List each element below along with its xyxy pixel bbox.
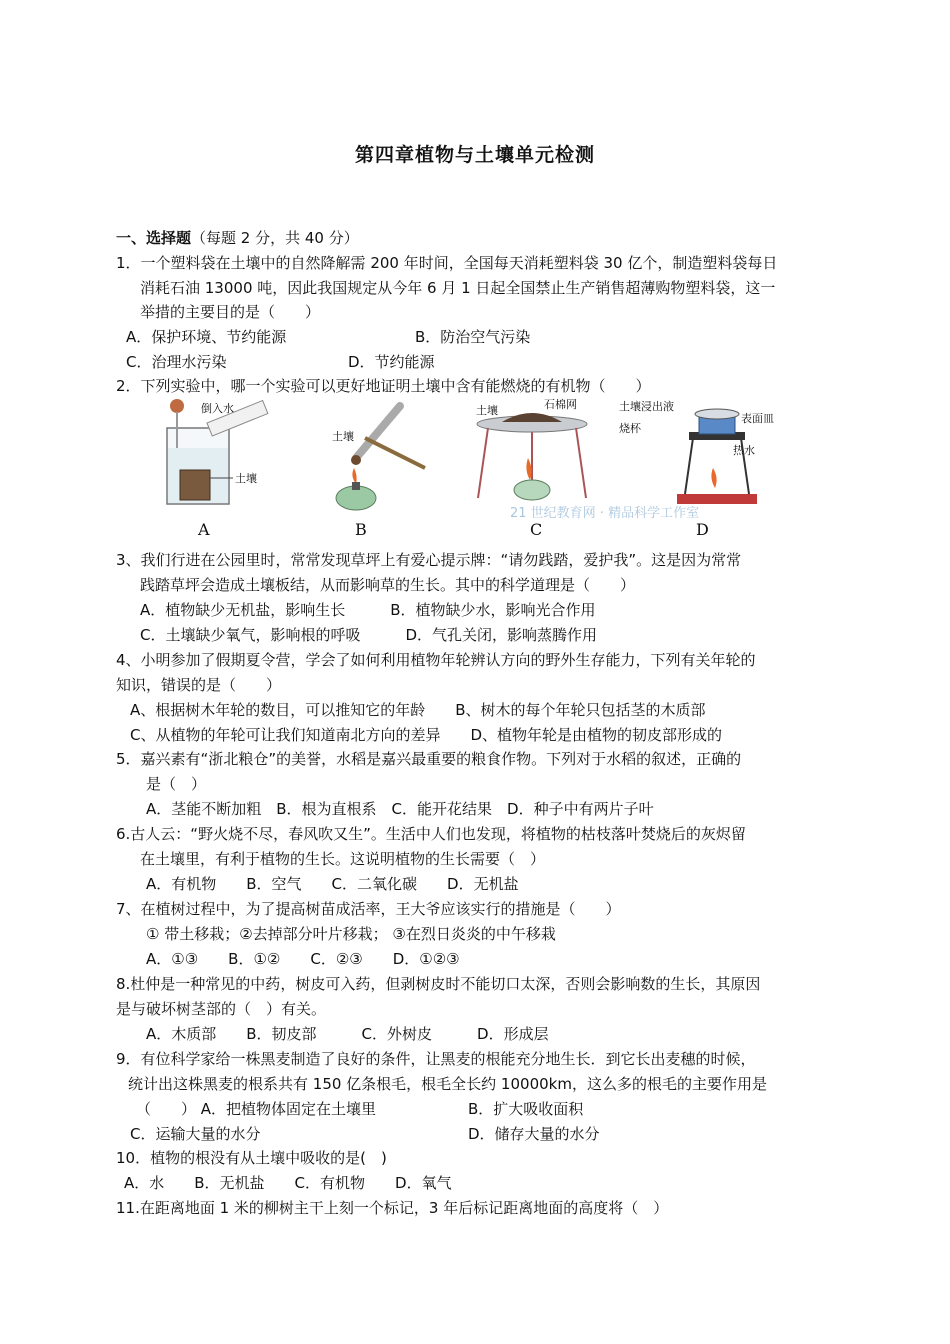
q4-options-cd: C、从植物的年轮可让我们知道南北方向的差异 D、植物年轮是由植物的韧皮部形成的 xyxy=(130,726,723,744)
section-heading-note: （每题 2 分，共 40 分） xyxy=(191,229,359,247)
q1-option-a: A．保护环境、节约能源 xyxy=(126,328,287,346)
watermark: 21 世纪教育网 · 精品科学工作室 xyxy=(510,506,700,521)
q3-options-cd: C．土壤缺少氧气，影响根的呼吸 D．气孔关闭，影响蒸腾作用 xyxy=(140,626,598,644)
q7-line1: 7、在植树过程中，为了提高树苗成活率，王大爷应该实行的措施是（ ） xyxy=(116,900,621,918)
figure-b-test-tube xyxy=(320,398,435,516)
q1-option-d: D．节约能源 xyxy=(348,353,435,371)
q9-option-c: C．运输大量的水分 xyxy=(130,1125,261,1143)
q4-options-ab: A、根据树木年轮的数目，可以推知它的年龄 B、树木的每个年轮只包括茎的木质部 xyxy=(130,701,706,719)
q8-line1: 8.杜仲是一种常见的中药，树皮可入药，但剥树皮时不能切口太深，否则会影响数的生长，其原因 xyxy=(116,975,761,993)
q6-line1: 6.古人云：“野火烧不尽，春风吹又生”。生活中人们也发现，将植物的枯枝落叶焚烧后的灰烬留 xyxy=(116,825,746,843)
figure-c-net-label: 石棉网 xyxy=(544,398,577,411)
figure-label-d: D xyxy=(696,520,709,539)
figure-label-c: C xyxy=(530,520,543,539)
figure-d-beaker-label: 烧杯 xyxy=(619,422,641,435)
q7-line2: ① 带土移栽；②去掉部分叶片移栽； ③在烈日炎炎的中午移栽 xyxy=(146,925,556,943)
q3-options-ab: A．植物缺少无机盐，影响生长 B．植物缺少水，影响光合作用 xyxy=(140,601,596,619)
q3-line2: 践踏草坪会造成土壤板结，从而影响草的生长。其中的科学道理是（ ） xyxy=(140,576,636,594)
figure-label-b: B xyxy=(355,520,367,539)
q1-line2: 消耗石油 13000 吨，因此我国规定从今年 6 月 1 日起全国禁止生产销售超薄购物塑料袋，这一 xyxy=(140,279,776,297)
q9-line1: 9．有位科学家给一株黑麦制造了良好的条件，让黑麦的根能充分地生长．到它长出麦穗的时候， xyxy=(116,1050,756,1068)
section-heading-label: 一、选择题 xyxy=(116,229,192,247)
q1-option-b: B．防治空气污染 xyxy=(415,328,531,346)
q7-options: A．①③ B．①② C．②③ D．①②③ xyxy=(146,950,460,968)
figure-d-extract-label: 土壤浸出液 xyxy=(619,400,674,413)
q10-options: A．水 B．无机盐 C．有机物 D．氧气 xyxy=(124,1174,452,1192)
q8-line2: 是与破坏树茎部的（ ）有关。 xyxy=(116,1000,327,1018)
q6-options: A．有机物 B．空气 C．二氧化碳 D．无机盐 xyxy=(146,875,519,893)
section-heading xyxy=(116,227,359,249)
q9-option-d: D．储存大量的水分 xyxy=(468,1125,600,1143)
figure-d-hot-label: 热水 xyxy=(733,444,755,457)
q1-line1: 1．一个塑料袋在土壤中的自然降解需 200 年时间，全国每天消耗塑料袋 30 亿个，制造塑料袋每日 xyxy=(116,254,778,272)
q1-line3: 举措的主要目的是（ ） xyxy=(140,303,321,321)
q10-line1: 10．植物的根没有从土壤中吸收的是( ) xyxy=(116,1149,387,1167)
q5-line1: 5．嘉兴素有“浙北粮仓”的美誉，水稻是嘉兴最重要的粮食作物。下列对于水稻的叙述，正确的 xyxy=(116,750,742,768)
figure-d-evaporation xyxy=(615,398,774,516)
figure-a-water-label: 倒入水 xyxy=(201,402,234,415)
figure-c-burning xyxy=(470,398,595,516)
q11-line1: 11.在距离地面 1 米的柳树主干上刻一个标记，3 年后标记距离地面的高度将（ ） xyxy=(116,1199,669,1217)
q9-option-b: B．扩大吸收面积 xyxy=(468,1100,584,1118)
q2-line1: 2．下列实验中，哪一个实验可以更好地证明土壤中含有能燃烧的有机物（ ） xyxy=(116,377,651,395)
q3-line1: 3、我们行进在公园里时，常常发现草坪上有爱心提示牌：“请勿践踏，爱护我”。这是因为常常 xyxy=(116,551,742,569)
figure-a-soil-label: 土壤 xyxy=(235,472,257,485)
figure-b-soil-label: 土壤 xyxy=(332,430,354,443)
figure-label-a: A xyxy=(198,520,210,539)
figure-d-dish-label: 表面皿 xyxy=(741,412,774,425)
q1-option-c: C．治理水污染 xyxy=(126,353,227,371)
q5-options: A．茎能不断加粗 B．根为直根系 C．能开花结果 D．种子中有两片子叶 xyxy=(146,800,654,818)
q4-line2: 知识，错误的是（ ） xyxy=(116,676,282,694)
q6-line2: 在土壤里，有利于植物的生长。这说明植物的生长需要（ ） xyxy=(140,850,546,868)
q9-line3: （ ） A．把植物体固定在土壤里 xyxy=(136,1100,377,1118)
page-title: 第四章植物与土壤单元检测 xyxy=(354,144,595,166)
q8-options: A．木质部 B．韧皮部 C．外树皮 D．形成层 xyxy=(146,1025,549,1043)
q9-line2: 统计出这株黑麦的根系共有 150 亿条根毛，根毛全长约 10000km，这么多的根毛的主要作用是 xyxy=(128,1075,767,1093)
q5-line2: 是（ ） xyxy=(146,775,207,793)
q4-line1: 4、小明参加了假期夏令营，学会了如何利用植物年轮辨认方向的野外生存能力，下列有关年轮的 xyxy=(116,651,756,669)
figure-a-beaker xyxy=(155,398,275,516)
figure-c-soil-label: 土壤 xyxy=(476,404,498,417)
